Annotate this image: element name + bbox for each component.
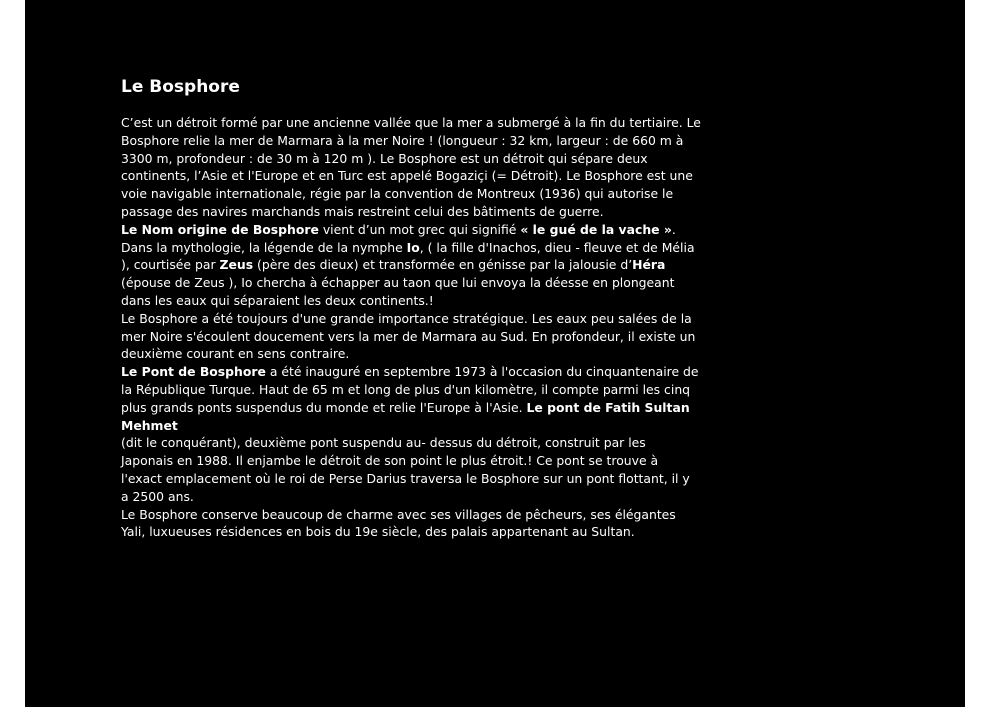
paragraph-intro: C’est un détroit formé par une ancienne vallée que la mer a submergé à la fin du tertiaire. Le Bosphore relie la mer de Marmara à la mer Noire ! (longueur : 32 km, largeur : de 660 m à 3300 m, profondeur : de 30 m à 120 m ). Le Bosphore est un détroit qui sépare deux continents, l’Asie et l'Europe et en Turc est appelé Bogaziçi (= Détroit). Le Bosphore est une voie navigable internationale, régie par la convention de Montreux (1936) qui autorise le passage des navires marchands mais restreint celui des bâtiments de guerre. (121, 115, 701, 219)
paragraph-strategic: Le Bosphore a été toujours d'une grande importance stratégique. Les eaux peu salées de la mer Noire s'écoulent doucement vers la mer de Marmara au Sud. En profondeur, il existe un deuxième courant en sens contraire. (121, 310, 696, 362)
body-text (121, 114, 701, 541)
paragraph-charm: Le Bosphore conserve beaucoup de charme avec ses villages de pêcheurs, ses élégantes Yali, luxueuses résidences en bois du 19e siècle, des palais appartenant au Sultan. (121, 506, 676, 540)
text-span: (épouse de Zeus ), Io chercha à échapper au taon que lui envoya la déesse en plongeant dans les eaux qui séparaient les deux continents.! (121, 275, 675, 308)
bold-text: Le Nom origine de Bosphore (121, 221, 319, 237)
bold-text: Zeus (219, 257, 254, 273)
bold-text: Le Pont de Bosphore (121, 364, 266, 380)
bold-text: Io (406, 239, 420, 255)
text-span: (dit le conquérant), deuxième pont suspendu au- dessus du détroit, construit par les Japonais en 1988. Il enjambe le détroit de son point le plus étroit.! Ce pont se trouve à l'exact emplacement où le roi de Perse Darius traversa le Bosphore sur un pont flottant, il y a 2500 ans. (121, 435, 690, 504)
paragraph-name-origin (121, 221, 701, 310)
bold-text: « le gué de la vache » (520, 221, 672, 237)
text-span: vient d’un mot grec qui signifié (318, 221, 521, 237)
slide-content (121, 76, 701, 541)
text-span: (père des dieux) et transformée en génisse par la jalousie d’ (253, 257, 633, 273)
bold-text: Le pont de Fatih Sultan Mehmet (121, 399, 690, 433)
text-span: . Dans la mythologie, la légende de la nymphe (121, 221, 676, 255)
paragraph-bridges (121, 363, 701, 505)
text-span: , ( la fille d'Inachos, dieu - fleuve et de Mélia ), courtisée par (121, 239, 695, 273)
page-title: Le Bosphore (121, 77, 240, 97)
bold-text: Héra (632, 257, 666, 273)
slide (25, 0, 965, 707)
text-span: a été inauguré en septembre 1973 à l'occasion du cinquantenaire de la République Turque. Haut de 65 m et long de plus d'un kilomètre, il compte parmi les cinq plus grands ponts suspendus du monde et relie l'Europe à l'Asie. (121, 364, 699, 415)
